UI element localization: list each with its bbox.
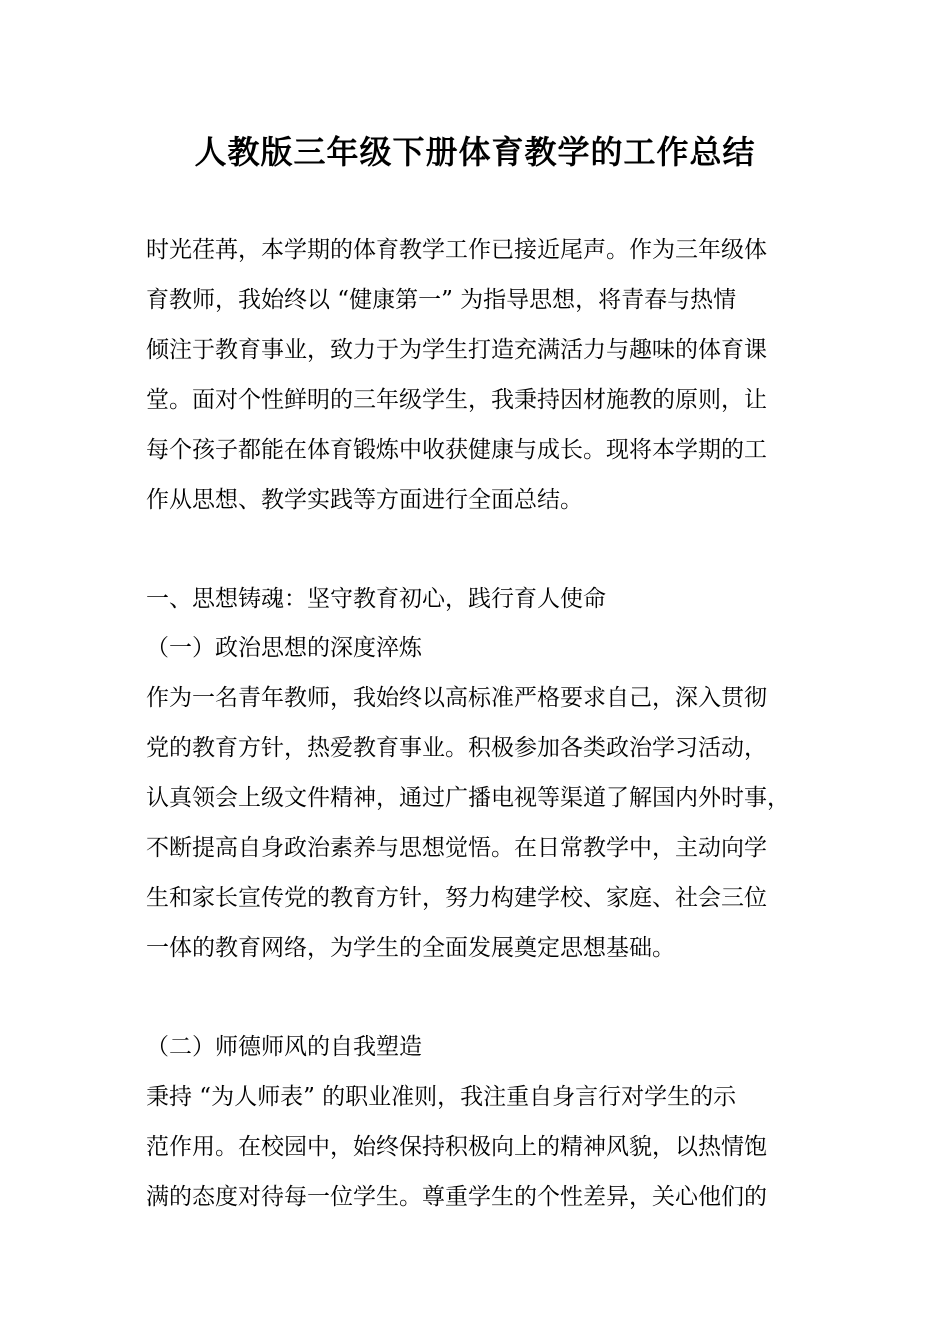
- subsection-heading: （一）政治思想的深度淬炼: [146, 635, 422, 661]
- paragraph-line: 范作用。在校园中，始终保持积极向上的精神风貌，以热情饱: [146, 1134, 767, 1160]
- subsection-heading: （二）师德师风的自我塑造: [146, 1034, 422, 1060]
- paragraph-line: 认真领会上级文件精神，通过广播电视等渠道了解国内外时事，: [146, 785, 790, 811]
- intro-line: 每个孩子都能在体育锻炼中收获健康与成长。现将本学期的工: [146, 437, 767, 463]
- document-title: 人教版三年级下册体育教学的工作总结: [194, 133, 756, 171]
- section-heading: 一、思想铸魂：坚守教育初心，践行育人使命: [146, 586, 606, 612]
- intro-line: 育教师，我始终以 “健康第一” 为指导思想，将青春与热情: [146, 287, 737, 313]
- intro-line: 堂。面对个性鲜明的三年级学生，我秉持因材施教的原则，让: [146, 387, 767, 413]
- intro-line: 倾注于教育事业，致力于为学生打造充满活力与趣味的体育课: [146, 337, 767, 363]
- paragraph-line: 生和家长宣传党的教育方针，努力构建学校、家庭、社会三位: [146, 885, 767, 911]
- paragraph-line: 作为一名青年教师，我始终以高标准严格要求自己，深入贯彻: [146, 685, 767, 711]
- intro-line: 作从思想、教学实践等方面进行全面总结。: [146, 487, 583, 513]
- paragraph-line: 不断提高自身政治素养与思想觉悟。在日常教学中，主动向学: [146, 835, 767, 861]
- paragraph-line: 党的教育方针，热爱教育事业。积极参加各类政治学习活动，: [146, 735, 767, 761]
- paragraph-line: 满的态度对待每一位学生。尊重学生的个性差异，关心他们的: [146, 1184, 767, 1210]
- intro-line: 时光荏苒，本学期的体育教学工作已接近尾声。作为三年级体: [146, 237, 767, 263]
- paragraph-line: 秉持 “为人师表” 的职业准则，我注重自身言行对学生的示: [146, 1084, 737, 1110]
- paragraph-line: 一体的教育网络，为学生的全面发展奠定思想基础。: [146, 935, 675, 961]
